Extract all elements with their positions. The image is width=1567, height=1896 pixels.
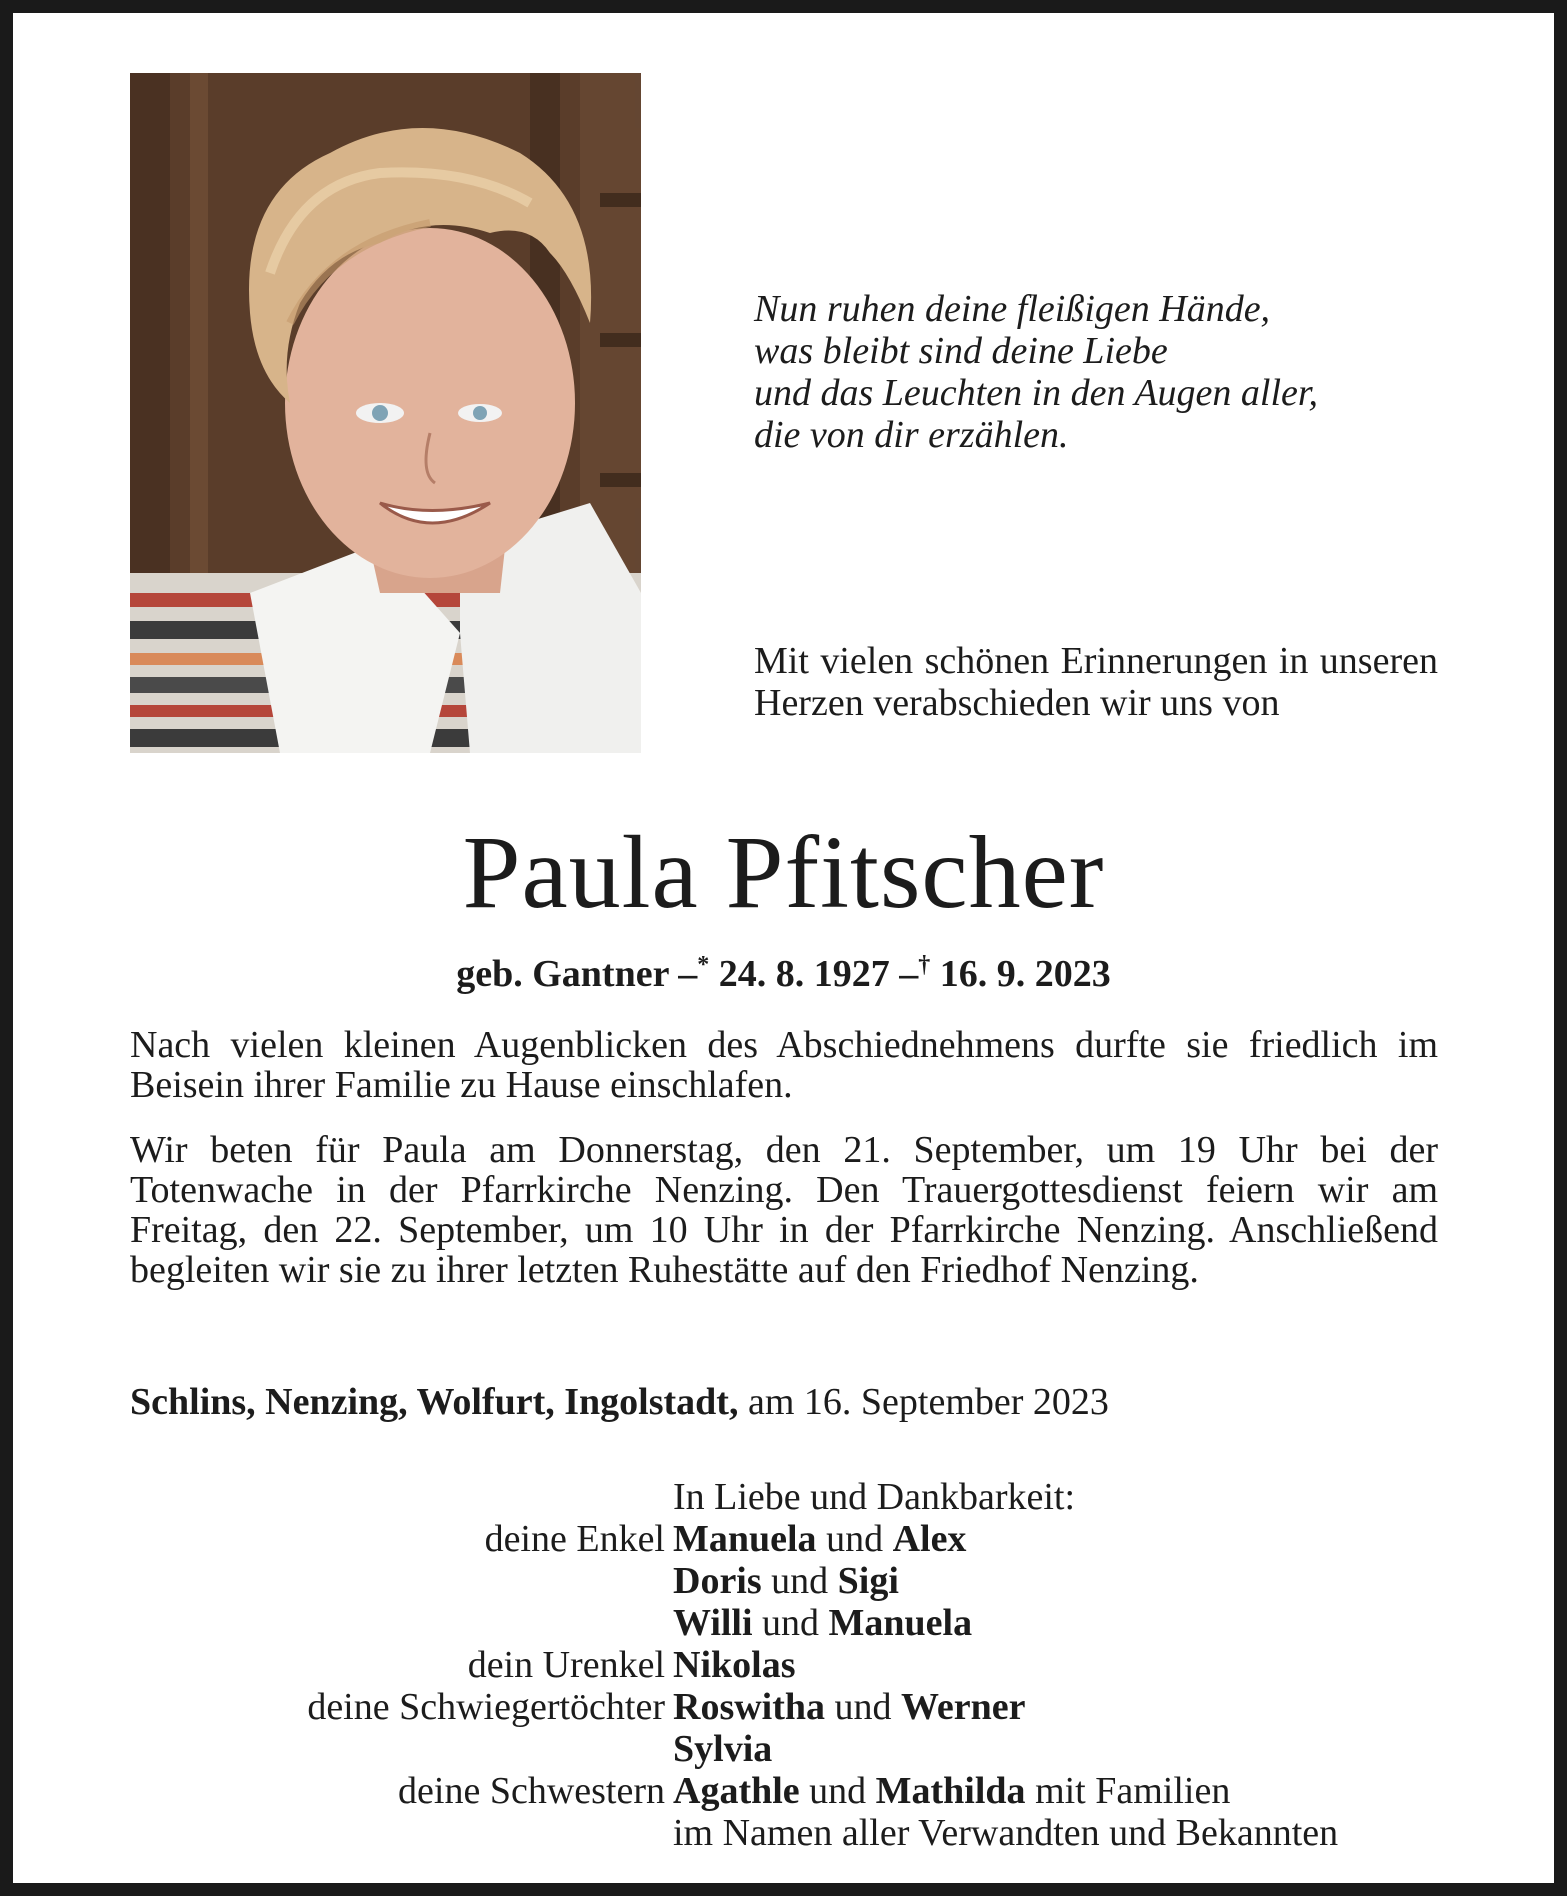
- conjunction: und: [834, 1686, 892, 1728]
- person-name: Mathilda: [875, 1770, 1026, 1812]
- poem-line: und das Leuchten in den Augen aller,: [754, 372, 1318, 414]
- deceased-name: Paula Pfitscher: [462, 815, 1105, 930]
- closing-line: im Namen aller Verwandten und Bekannten: [673, 1812, 1339, 1854]
- family-names: [673, 1560, 899, 1602]
- family-suffix: mit Familien: [1035, 1770, 1231, 1812]
- family-row: [13, 1518, 1554, 1560]
- person-name: Manuela: [828, 1602, 973, 1644]
- paragraph-passing: Nach vielen kleinen Augenblicken des Abschiednehmens durfte sie friedlich im Beisein ihrer Familie zu Hause einschlafen.: [130, 1024, 1438, 1106]
- birth-symbol: *: [697, 952, 710, 978]
- notice-date: am 16. September 2023: [747, 1381, 1109, 1423]
- relation: deine Schwestern: [398, 1770, 665, 1812]
- family-names: [673, 1686, 1026, 1728]
- person-name: Agathle: [673, 1770, 800, 1812]
- conjunction: und: [771, 1560, 829, 1602]
- person-name: Manuela: [673, 1518, 817, 1560]
- person-name: Sylvia: [673, 1728, 773, 1770]
- place-and-date: [130, 1381, 1109, 1423]
- obituary-page: [13, 13, 1554, 1883]
- person-name: Roswitha: [673, 1686, 826, 1728]
- person-name: Sigi: [837, 1560, 899, 1602]
- birth-date: 24. 8. 1927: [718, 953, 890, 995]
- relation: dein Urenkel: [467, 1644, 665, 1686]
- family-row: [13, 1644, 1554, 1686]
- towns: Schlins, Nenzing, Wolfurt, Ingolstadt,: [130, 1381, 739, 1423]
- intro-text: Mit vielen schönen Erinnerungen in unseren Herzen verabschieden wir uns von: [754, 640, 1438, 724]
- thanks-line: In Liebe und Dankbarkeit:: [673, 1476, 1076, 1518]
- person-name: Alex: [892, 1518, 967, 1560]
- death-date: 16. 9. 2023: [939, 953, 1111, 995]
- dash: –: [899, 953, 919, 995]
- conjunction: und: [809, 1770, 867, 1812]
- family-names: [673, 1518, 966, 1560]
- family-names: [673, 1602, 972, 1644]
- family-names: [673, 1728, 772, 1770]
- family-names: [673, 1644, 795, 1686]
- poem-line: was bleibt sind deine Liebe: [754, 330, 1168, 372]
- maiden-name: geb. Gantner: [456, 953, 669, 995]
- person-name: Nikolas: [673, 1644, 796, 1686]
- poem: [754, 288, 1318, 456]
- family-list: [13, 1518, 1554, 1854]
- family-names: [673, 1770, 1230, 1812]
- family-row: [13, 1686, 1554, 1728]
- family-row: [13, 1770, 1554, 1812]
- family-row: [13, 1812, 1554, 1854]
- conjunction: und: [826, 1518, 884, 1560]
- family-row: [13, 1602, 1554, 1644]
- paragraph-services: Wir beten für Paula am Donnerstag, den 21. September, um 19 Uhr bei der Totenwache in der Pfarrkirche Nenzing. Den Trauergottesdienst feiern wir am Freitag, den 22. September, um 10 Uhr in der Pfarrkirche Nenzing. Anschließend begleiten wir sie zu ihrer letzten Ruhestätte auf den Friedhof Nenzing.: [130, 1129, 1438, 1291]
- person-name: Willi: [673, 1602, 753, 1644]
- relation: deine Enkel: [484, 1518, 665, 1560]
- conjunction: und: [762, 1602, 820, 1644]
- death-symbol: †: [918, 952, 931, 978]
- person-name: Werner: [901, 1686, 1026, 1728]
- dates-line: [13, 943, 1554, 996]
- family-row: [13, 1560, 1554, 1602]
- relation: deine Schwiegertöchter: [307, 1686, 665, 1728]
- dash: –: [678, 953, 698, 995]
- family-row: [13, 1728, 1554, 1770]
- poem-line: die von dir erzählen.: [754, 414, 1069, 456]
- portrait-photo: [130, 73, 641, 753]
- person-name: Doris: [673, 1560, 762, 1602]
- poem-line: Nun ruhen deine fleißigen Hände,: [754, 288, 1271, 330]
